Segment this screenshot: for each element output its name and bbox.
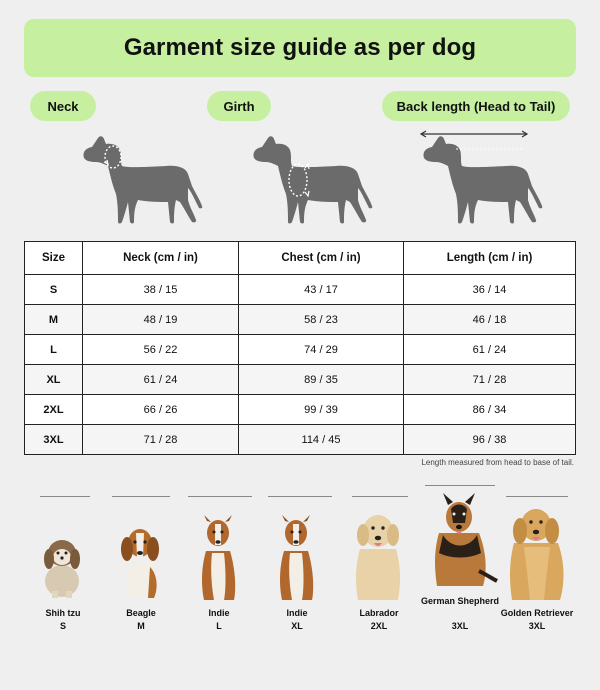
indie-xl-image (258, 515, 336, 601)
length-note: Length measured from head to base of tail. (421, 458, 574, 467)
golden-retriever-image (498, 503, 576, 601)
table-row (25, 275, 576, 305)
dog-golden-retriever (498, 485, 576, 635)
dog-indie-xl (258, 485, 336, 635)
chest-cell: 99 / 39 (239, 395, 404, 425)
table-row (25, 395, 576, 425)
dog-shih-tzu (24, 485, 102, 635)
table-row (25, 335, 576, 365)
divider (425, 485, 495, 486)
breed-size: 3XL (528, 621, 546, 631)
breed-size: S (59, 621, 66, 631)
dog-beagle (102, 485, 180, 635)
size-cell: S (25, 275, 83, 305)
neck-cell: 56 / 22 (83, 335, 239, 365)
breed-name: Beagle (126, 608, 156, 618)
divider (188, 496, 252, 497)
breed-name: German Shepherd (420, 596, 500, 606)
chest-cell: 114 / 45 (239, 425, 404, 455)
table-row (25, 425, 576, 455)
chest-cell: 58 / 23 (239, 305, 404, 335)
breed-size: M (137, 621, 145, 631)
size-cell: XL (25, 365, 83, 395)
table-row (25, 305, 576, 335)
dog-labrador (340, 485, 418, 635)
size-cell: L (25, 335, 83, 365)
chest-cell: 43 / 17 (239, 275, 404, 305)
breed-name: Golden Retriever (500, 608, 574, 618)
divider (352, 496, 408, 497)
size-cell: 3XL (25, 425, 83, 455)
divider (112, 496, 170, 497)
length-cell: 46 / 18 (404, 305, 576, 335)
labrador-image (340, 509, 418, 601)
header-neck: Neck (cm / in) (83, 242, 239, 275)
breed-size: L (216, 621, 222, 631)
divider (40, 496, 90, 497)
breed-name: Indie (286, 608, 308, 618)
breed-size: 2XL (370, 621, 388, 631)
beagle-image (102, 523, 180, 599)
neck-cell: 66 / 26 (83, 395, 239, 425)
size-table (24, 241, 576, 455)
length-cell: 61 / 24 (404, 335, 576, 365)
neck-cell: 61 / 24 (83, 365, 239, 395)
breed-size: XL (291, 621, 303, 631)
chest-cell: 89 / 35 (239, 365, 404, 395)
length-cell: 71 / 28 (404, 365, 576, 395)
back-length-measure-figure (416, 128, 556, 228)
girth-label: Girth (223, 98, 255, 114)
page-title: Garment size guide as per dog (123, 34, 477, 61)
title-banner (24, 19, 576, 77)
divider (506, 496, 568, 497)
indie-l-image (180, 515, 258, 601)
shih-tzu-image (24, 533, 102, 599)
length-cell: 86 / 34 (404, 395, 576, 425)
neck-cell: 38 / 15 (83, 275, 239, 305)
neck-cell: 48 / 19 (83, 305, 239, 335)
girth-pill (207, 91, 271, 121)
neck-label: Neck (47, 98, 79, 114)
chest-cell: 74 / 29 (239, 335, 404, 365)
back-length-label: Back length (Head to Tail) (396, 98, 556, 114)
neck-cell: 71 / 28 (83, 425, 239, 455)
header-chest: Chest (cm / in) (239, 242, 404, 275)
neck-pill (30, 91, 96, 121)
header-size: Size (25, 242, 83, 275)
divider (268, 496, 332, 497)
girth-measure-figure (246, 128, 386, 228)
breed-name: Labrador (359, 608, 399, 618)
length-cell: 36 / 14 (404, 275, 576, 305)
length-cell: 96 / 38 (404, 425, 576, 455)
german-shepherd-image (421, 493, 499, 587)
size-cell: M (25, 305, 83, 335)
breed-name: Shih tzu (45, 608, 81, 618)
header-length: Length (cm / in) (404, 242, 576, 275)
neck-measure-figure (76, 128, 216, 228)
table-header-row (25, 242, 576, 275)
breed-size: 3XL (451, 621, 469, 631)
table-row (25, 365, 576, 395)
breed-name: Indie (208, 608, 230, 618)
dog-indie-l (180, 485, 258, 635)
size-cell: 2XL (25, 395, 83, 425)
back-length-pill (382, 91, 570, 121)
